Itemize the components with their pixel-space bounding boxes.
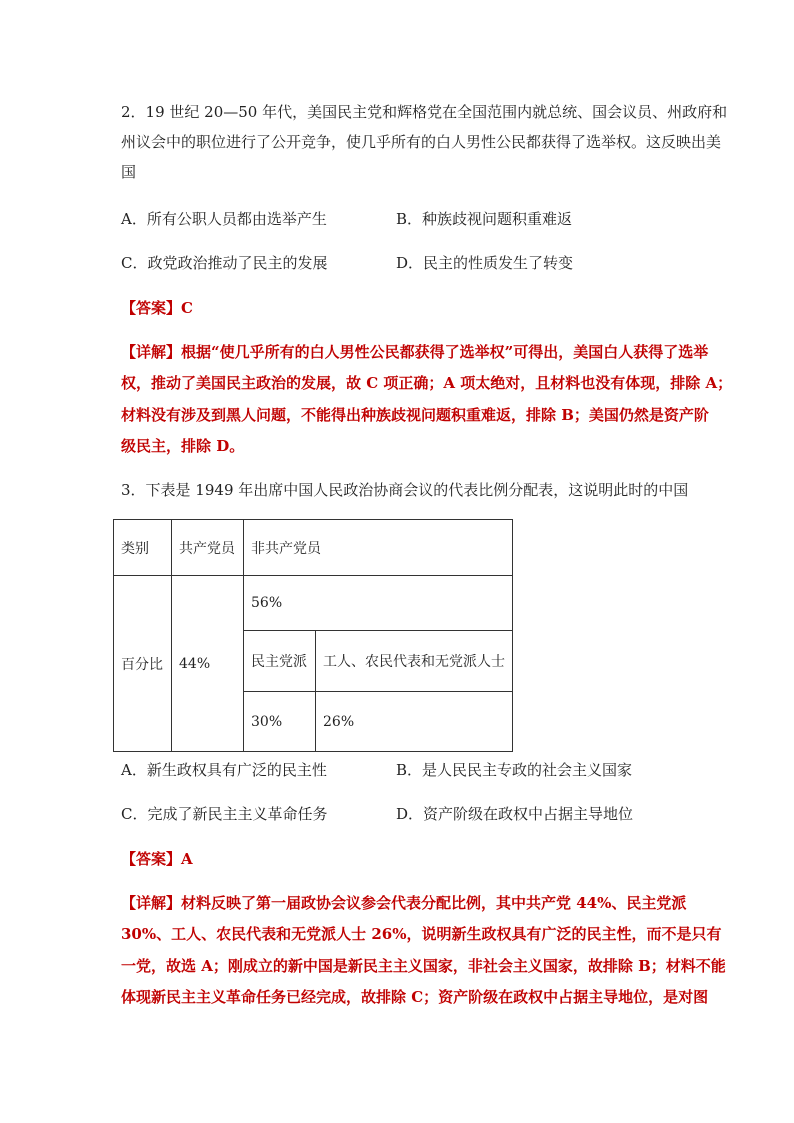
- q3-option-c: C．完成了新民主主义革命任务: [121, 805, 328, 823]
- q2-stem-line-1: 2．19 世纪 20—50 年代，美国民主党和辉格党在全国范围内就总统、国会议员、州政府和: [121, 103, 728, 121]
- q3-detail-line-4: 体现新民主主义革命任务已经完成，故排除 C；资产阶级在政权中占据主导地位，是对图: [121, 988, 709, 1006]
- q3-option-b: B．是人民民主专政的社会主义国家: [396, 761, 633, 779]
- q2-detail-line-1: 【详解】根据“使几乎所有的白人男性公民都获得了选举权”可得出，美国白人获得了选举: [121, 343, 709, 361]
- table-header-category: 类别: [114, 520, 172, 576]
- q2-stem-line-2: 州议会中的职位进行了公开竞争，使几乎所有的白人男性公民都获得了选举权。这反映出美: [121, 133, 722, 151]
- q3-option-a: A．新生政权具有广泛的民主性: [121, 761, 327, 779]
- q3-answer: 【答案】A: [121, 850, 193, 868]
- q2-detail-line-2: 权，推动了美国民主政治的发展，故 C 项正确；A 项太绝对，且材料也没有体现，排除 A；: [121, 374, 733, 392]
- table-row-label-percentage: 百分比: [114, 576, 172, 752]
- table-cell-non-communist-pct: 56%: [244, 576, 513, 631]
- q3-detail-line-1: 【详解】材料反映了第一届政协会议参会代表分配比例，其中共产党 44%、民主党派: [121, 894, 687, 912]
- q2-option-c: C．政党政治推动了民主的发展: [121, 254, 328, 272]
- table-subheader-democratic-parties: 民主党派: [244, 631, 316, 692]
- q3-option-d: D．资产阶级在政权中占据主导地位: [396, 805, 634, 823]
- q2-option-b: B．种族歧视问题积重难返: [396, 210, 573, 228]
- table-cell-communist-pct: 44%: [172, 576, 244, 752]
- q3-stem: 3．下表是 1949 年出席中国人民政治协商会议的代表比例分配表，这说明此时的中国: [121, 481, 689, 499]
- q3-detail-line-3: 一党，故选 A；刚成立的新中国是新民主主义国家，非社会主义国家，故排除 B；材料不能: [121, 957, 726, 975]
- q2-detail-line-3: 材料没有涉及到黑人问题，不能得出种族歧视问题积重难返，排除 B；美国仍然是资产阶: [121, 406, 709, 424]
- q2-stem-line-3: 国: [121, 163, 137, 181]
- delegate-ratio-table: [113, 519, 513, 752]
- table-cell-democratic-pct: 30%: [244, 692, 316, 752]
- q2-option-a: A．所有公职人员都由选举产生: [121, 210, 327, 228]
- table-header-non-communist: 非共产党员: [244, 520, 513, 576]
- q3-detail-line-2: 30%、工人、农民代表和无党派人士 26%，说明新生政权具有广泛的民主性，而不是只有: [121, 925, 722, 943]
- q2-option-d: D．民主的性质发生了转变: [396, 254, 574, 272]
- q2-detail-line-4: 级民主，排除 D。: [121, 437, 245, 455]
- table-cell-others-pct: 26%: [316, 692, 513, 752]
- q2-answer: 【答案】C: [121, 299, 193, 317]
- table-header-communist: 共产党员: [172, 520, 244, 576]
- table-subheader-workers-peasants-independents: 工人、农民代表和无党派人士: [316, 631, 513, 692]
